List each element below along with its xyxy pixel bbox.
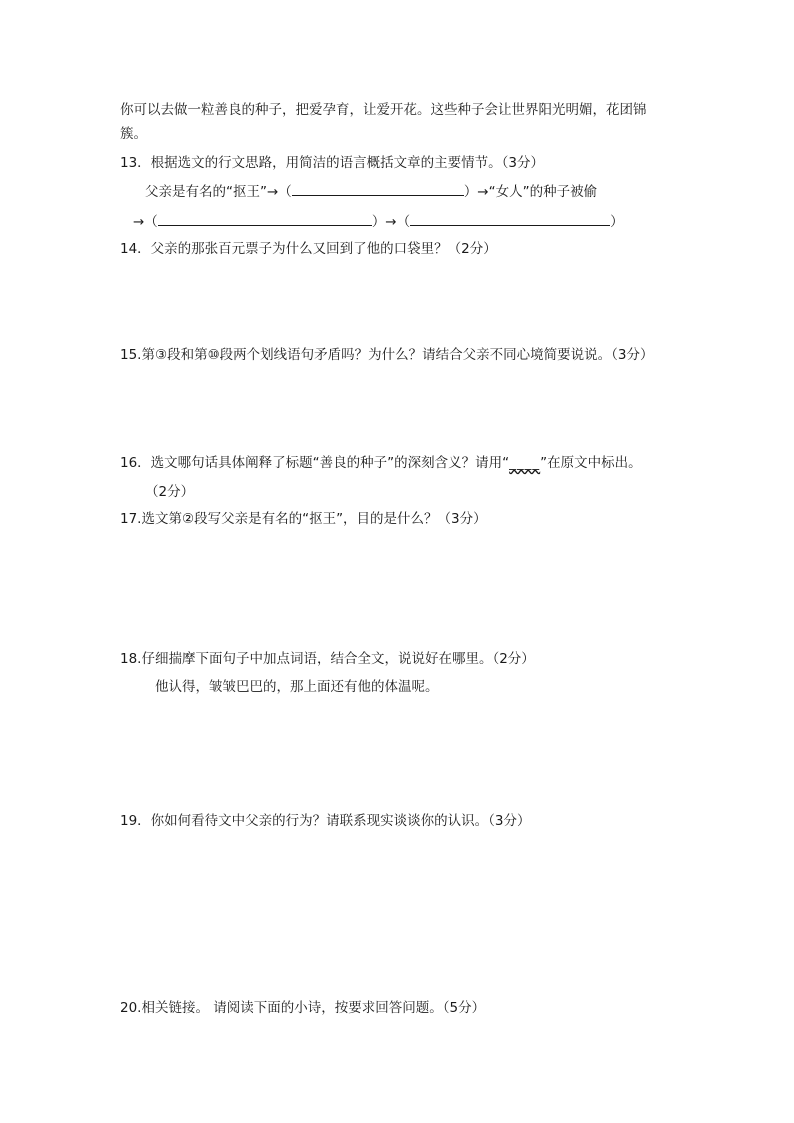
q16-question-end: ”在原文中标出。	[540, 455, 642, 471]
q18-sentence: 他认得，皱皱巴巴的，那上面还有他的体温呢。	[155, 679, 439, 695]
question-18: 18.仔细揣摩下面句子中加点词语，结合全文，说说好在哪里。（2分）	[120, 651, 535, 667]
q16-wavy-mark: ____	[509, 455, 541, 471]
q16-score: （2分）	[145, 484, 195, 500]
question-17: 17.选文第②段写父亲是有名的“抠王”，目的是什么？（3分）	[120, 511, 487, 527]
q13-answer-row-2	[133, 212, 624, 231]
q13-row1-end: ）→“女人”的种子被偷	[463, 184, 598, 200]
q13-row1-start: 父亲是有名的“抠王”→（	[145, 184, 292, 200]
question-15: 15.第③段和第⑩段两个划线语句矛盾吗？为什么？请结合父亲不同心境简要说说。（3分）	[120, 347, 654, 363]
q13-row2-mid: ）→（	[371, 214, 411, 230]
q13-row2-end: ）	[610, 214, 624, 230]
intro-line-1: 你可以去做一粒善良的种子，把爱孕育，让爱开花。这些种子会让世界阳光明媚，花团锦	[120, 102, 647, 118]
q13-row2-arrow: →（	[133, 214, 158, 230]
q13-blank-1[interactable]	[292, 182, 464, 196]
q13-blank-3[interactable]	[410, 212, 610, 226]
q13-blank-2[interactable]	[158, 212, 372, 226]
q16-question-start: 16．选文哪句话具体阐释了标题“善良的种子”的深刻含义？请用“	[120, 455, 510, 471]
question-19: 19．你如何看待文中父亲的行为？请联系现实谈谈你的认识。（3分）	[120, 813, 531, 829]
intro-line-2: 簇。	[120, 126, 147, 142]
question-14: 14．父亲的那张百元票子为什么又回到了他的口袋里？（2分）	[120, 241, 497, 257]
question-13: 13．根据选文的行文思路，用简洁的语言概括文章的主要情节。（3分）	[120, 155, 545, 171]
question-20: 20.相关链接。 请阅读下面的小诗，按要求回答问题。（5分）	[120, 1000, 486, 1016]
q13-answer-row-1	[145, 182, 597, 201]
question-16	[120, 454, 642, 472]
